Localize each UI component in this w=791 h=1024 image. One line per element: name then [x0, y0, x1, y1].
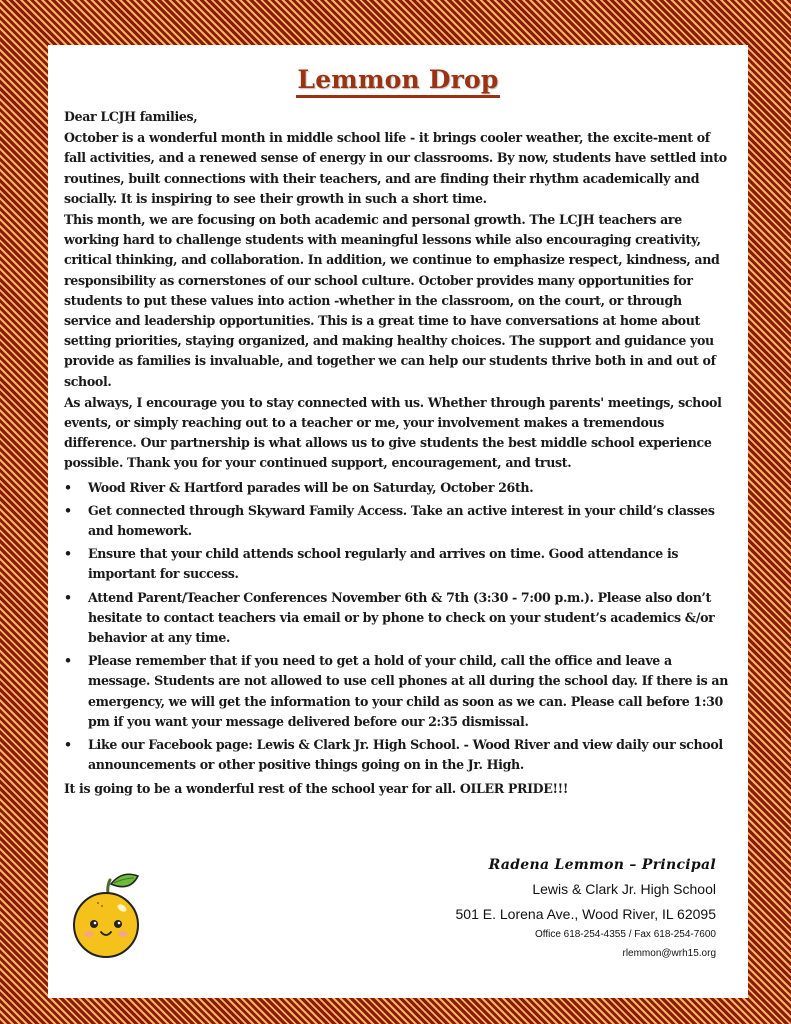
school-address: 501 E. Lorena Ave., Wood River, IL 62095 [455, 906, 716, 922]
list-item [64, 735, 732, 775]
bullet-icon: • [64, 546, 72, 562]
bullet-icon: • [64, 737, 72, 753]
bullet-icon: • [64, 479, 72, 495]
contact-email[interactable]: rlemmon@wrh15.org [622, 948, 716, 959]
paragraph-1: October is a wonderful month in middle school life - it brings cooler weather, the excite-ment of fall activities, and a renewed sense of energy in our classrooms. By now, students have settled into routines, built connections with their teachers, and are finding their rhythm academically and socially. It is inspiring to see their growth in such a short time. [64, 130, 727, 206]
list-item-text: Ensure that your child attends school regularly and arrives on time. Good attendance is important for success. [88, 546, 679, 582]
newsletter-title [48, 65, 748, 94]
bullet-icon: • [64, 653, 72, 669]
list-item [64, 544, 732, 584]
signature-block [456, 857, 716, 959]
newsletter-page [48, 45, 748, 998]
list-item [64, 501, 732, 541]
list-item-text: Wood River & Hartford parades will be on Saturday, October 26th. [88, 479, 534, 495]
announcement-list [64, 478, 732, 776]
closing-line: It is going to be a wonderful rest of the school year for all. OILER PRIDE!!! [64, 780, 569, 796]
title-text: Lemmon Drop [296, 65, 499, 98]
contact-phone: Office 618-254-4355 / Fax 618-254-7600 [534, 929, 716, 940]
paragraph-3: As always, I encourage you to stay connected with us. Whether through parents' meetings, school events, or simply reaching out to a teacher or me, your involvement makes a tremendous difference. Our partnership is what allows us to give students the best middle school experience possible. Thank you for your continued support, encouragement, and trust. [64, 394, 722, 471]
list-item-text: Attend Parent/Teacher Conferences November 6th & 7th (3:30 - 7:00 p.m.). Please also don’t hesitate to contact teachers via email or by phone to check on your student’s academics &/or behavior at any time. [88, 589, 715, 646]
paragraph-2: This month, we are focusing on both academic and personal growth. The LCJH teachers are working hard to challenge students with meaningful lessons while also encouraging creativity, critical thinking, and collaboration. In addition, we continue to emphasize respect, kindness, and responsibility as cornerstones of our school culture. October provides many opportunities for students to put these values into action -whether in the classroom, on the court, or through service and leadership opportunities. This is a great time to have conversations at home about setting priorities, staying organized, and making healthy choices. The support and guidance you provide as families is invaluable, and together we can help our students thrive both in and out of school. [64, 212, 720, 389]
greeting: Dear LCJH families, [64, 109, 198, 124]
school-name: Lewis & Clark Jr. High School [532, 881, 716, 897]
bullet-icon: • [64, 589, 72, 605]
letter-body [64, 107, 732, 800]
list-item [64, 478, 732, 498]
lemon-mascot-icon [70, 872, 150, 962]
list-item-text: Get connected through Skyward Family Access. Take an active interest in your child’s classes and homework. [88, 502, 715, 539]
list-item-text: Like our Facebook page: Lewis & Clark Jr. High School. - Wood River and view daily our school announcements or other positive things going on in the Jr. High. [88, 737, 723, 773]
principal-name: Radena Lemmon – Principal [488, 857, 716, 873]
list-item [64, 588, 732, 649]
list-item-text: Please remember that if you need to get a hold of your child, call the office and leave a message. Students are not allowed to use cell phones at all during the school day. If there is an emergency, we will get the information to your child as soon as we can. Please call before 1:30 pm if you want your message delivered before our 2:35 dismissal. [88, 653, 729, 729]
bullet-icon: • [64, 502, 72, 518]
list-item [64, 651, 732, 732]
